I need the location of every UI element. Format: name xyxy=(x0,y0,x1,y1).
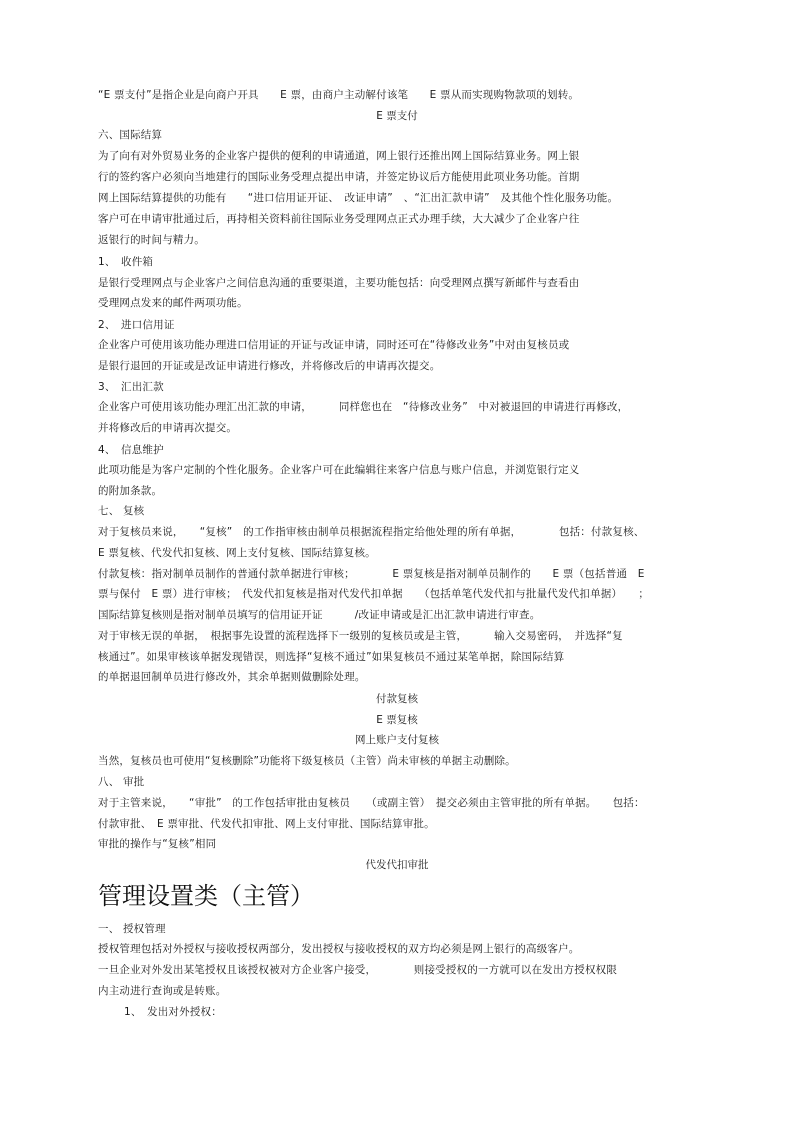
paragraph-line: 票与保付 E 票）进行审核； 代发代扣复核是指对代发代扣单据 （包括单笔代发代扣与批量代发代扣单据） ； xyxy=(98,588,650,600)
paragraph-line: 付款复核：指对制单员制作的普通付款单据进行审核； E 票复核是指对制单员制作的 E 票（包括普通 E xyxy=(98,568,645,580)
paragraph-line: E 票复核、代发代扣复核、网上支付复核、国际结算复核。 xyxy=(98,547,376,559)
paragraph-line: 一旦企业对外发出某笔授权且该授权被对方企业客户接受， 则接受授权的一方就可以在发出方授权权限 xyxy=(98,964,618,976)
online-account-review-caption: 网上账户支付复核 xyxy=(355,734,439,746)
proxy-approval-caption: 代发代扣审批 xyxy=(365,859,429,871)
paragraph-line: 是银行受理网点与企业客户之间信息沟通的重要渠道，主要功能包括：向受理网点撰写新邮件与查看由 xyxy=(98,277,580,289)
ebill-review-caption: E 票复核 xyxy=(376,714,418,726)
paragraph-line: 客户可在申请审批通过后，再持相关资料前往国际业务受理网点正式办理手续，大大减少了企业客户往 xyxy=(98,213,580,225)
paragraph-line: 的单据退回制单员进行修改外，其余单据则做删除处理。 xyxy=(98,671,366,683)
paragraph-line: 对于复核员来说， “复核” 的工作指审核由制单员根据流程指定给他处理的所有单据， 包括：付款复核、 xyxy=(98,526,645,538)
subsection-title: 一、 授权管理 xyxy=(98,923,166,935)
paragraph-line: 并将修改后的申请再次提交。 xyxy=(98,422,238,434)
management-settings-heading: 管理设置类（主管） xyxy=(98,882,314,910)
paragraph-line: 的附加条款。 xyxy=(98,485,163,497)
section-7-title: 七、 复核 xyxy=(98,505,145,517)
paragraph-line: 国际结算复核则是指对制单员填写的信用证开证 /改证申请或是汇出汇款申请进行审查。 xyxy=(98,609,541,621)
ebill-definition: “E 票支付”是指企业是向商户开具 E 票，由商户主动解付该笔 E 票从而实现购物款项的划转。 xyxy=(98,89,580,101)
paragraph-line: 对于审核无误的单据， 根据事先设置的流程选择下一级别的复核员或是主管， 输入交易密码， 并选择“复 xyxy=(98,630,623,642)
paragraph-line: 审批的操作与“复核”相同 xyxy=(98,838,217,850)
paragraph-line: 当然，复核员也可使用“复核删除”功能将下级复核员（主管）尚未审核的单据主动删除。 xyxy=(98,755,516,767)
paragraph-line: 内主动进行查询或是转账。 xyxy=(98,985,227,997)
paragraph-line: 行的签约客户必须向当地建行的国际业务受理点提出申请，并签定协议后方能使用此项业务功能。首期 xyxy=(98,171,580,183)
subsection-title: 1、 收件箱 xyxy=(98,256,154,268)
section-8-title: 八、 审批 xyxy=(98,776,145,788)
paragraph-line: 受理网点发来的邮件两项功能。 xyxy=(98,297,248,309)
paragraph-line: 此项功能是为客户定制的个性化服务。企业客户可在此编辑往来客户信息与账户信息，并浏览银行定义 xyxy=(98,464,580,476)
paragraph-line: 授权管理包括对外授权与接收授权两部分，发出授权与接收授权的双方均必须是网上银行的高级客户。 xyxy=(98,943,580,955)
paragraph-line: 是银行退回的开证或是改证申请进行修改，并将修改后的申请再次提交。 xyxy=(98,360,441,372)
paragraph-line: 企业客户可使用该功能办理汇出汇款的申请， 同样您也在 “待修改业务” 中对被退回的申请进行再修改， xyxy=(98,401,629,413)
payment-review-caption: 付款复核 xyxy=(376,693,418,705)
paragraph-line: 企业客户可使用该功能办理进口信用证的开证与改证申请，同时还可在“待修改业务”中对由复核员或 xyxy=(98,339,570,351)
subsection-title: 3、 汇出汇款 xyxy=(98,381,164,393)
section-6-title: 六、国际结算 xyxy=(98,129,163,141)
ebill-pay-caption: E 票支付 xyxy=(376,110,418,122)
paragraph-line: 为了向有对外贸易业务的企业客户提供的便利的申请通道，网上银行还推出网上国际结算业务。网上银 xyxy=(98,150,580,162)
paragraph-line: 对于主管来说， “审批” 的工作包括审批由复核员 （或副主管） 提交必须由主管审批的所有单据。 包括： xyxy=(98,797,645,809)
paragraph-line: 网上国际结算提供的功能有 “进口信用证开证、 改证申请” 、“汇出汇款申请” 及其他个性化服务功能。 xyxy=(98,192,619,204)
paragraph-line: 付款审批、 E 票审批、代发代扣审批、网上支付审批、国际结算审批。 xyxy=(98,818,435,830)
subsection-title: 1、 发出对外授权： xyxy=(124,1006,222,1018)
subsection-title: 2、 进口信用证 xyxy=(98,319,175,331)
paragraph-line: 返银行的时间与精力。 xyxy=(98,234,205,246)
subsection-title: 4、 信息维护 xyxy=(98,444,164,456)
paragraph-line: 核通过”。如果审核该单据发现错误，则选择“复核不通过”如果复核员不通过某笔单据，除国际结算 xyxy=(98,651,565,663)
